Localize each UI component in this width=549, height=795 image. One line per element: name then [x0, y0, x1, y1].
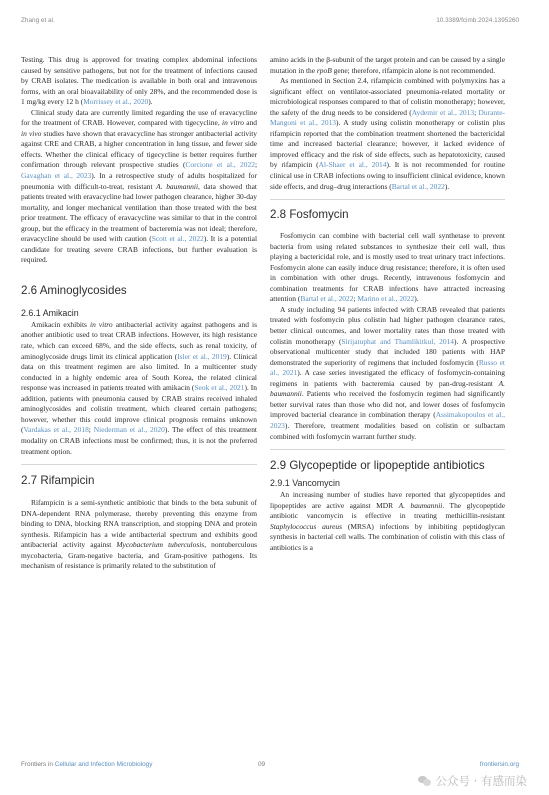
citation-link[interactable]: Bartal et al., 2022: [300, 294, 354, 304]
citation-link[interactable]: Marino et al., 2022: [357, 294, 415, 304]
citation-link[interactable]: Vardakas et al., 2018: [23, 425, 89, 435]
citation-link[interactable]: Bartal et al., 2022: [391, 181, 445, 191]
running-header-authors: Zhang et al.: [21, 17, 55, 24]
paragraph: An increasing number of studies have reported that glycopeptides and lipopeptides are active against MDR A. baumannii. The glycopeptide antibiotic vancomycin is effective in treating methicillin-resistant Staphylococcus aureus (MRSA) infections by inhibiting peptidoglycan synthesis in bacterial cell walls. The combination of colistin with this class of antibiotics is a: [270, 490, 505, 552]
wechat-icon: [418, 776, 432, 787]
section-heading: 2.6 Aminoglycosides: [21, 283, 127, 297]
paragraph: Clinical study data are currently limited regarding the use of eravacycline for the treatment of CRAB. However, compared with tigecycline, in vitro and in vivo studies have shown that eravacycline has stronger antibacterial activity against CRE and CRAB, a higher concentration in lung tissue, and fewer side effects. Whether the clinical efficacy of tigecycline is better requires further confirmation through relevant prospective studies (Corcione et al., 2022; Gavaghan et al., 2023). In a retrospective study of adults hospitalized for pneumonia with difficult-to-treat, resistant A. baumannii, data showed that patients treated with eravacycline had lower pathogen clearance, higher 30-day mortality, and longer mechanical ventilation than those treated with the best prior treatment. The efficacy of eravacycline was similar to that in the control group, but the efficacy in the treatment of bacteremia was not ideal; therefore, eravacycline should be used with caution (Scott et al., 2022). It is a potential candidate for treating severe CRAB infections, but further evaluation is required.: [21, 107, 258, 265]
subsection-heading: 2.9.1 Vancomycin: [270, 478, 340, 489]
running-header-doi[interactable]: 10.3389/fcimb.2024.1395260: [436, 17, 519, 24]
citation-link[interactable]: Corcione et al., 2022: [185, 160, 255, 170]
publisher-site-link[interactable]: frontiersin.org: [479, 761, 519, 768]
citation-link[interactable]: Morrissey et al., 2020: [83, 97, 149, 107]
citation-link[interactable]: Al-Shaer et al., 2014: [318, 160, 387, 170]
journal-link[interactable]: Cellular and Infection Microbiology: [54, 761, 153, 768]
paragraph: Fosfomycin can combine with bacterial cell wall synthetase to prevent bacteria from using related substances to synthesize their cell wall, thus playing a bactericidal role, and is mostly used to treat urinary tract infections. Fosfomycin alone can easily induce drug resistance; therefore, it is often used in combination with other drugs. Recently, intravenous fosfomycin and combination treatments for CRAB infections have attracted increasing attention (Bartal et al., 2022; Marino et al., 2022).: [270, 231, 505, 304]
watermark: [418, 773, 527, 789]
citation-link[interactable]: Sirijatuphat and Thamlikitkul, 2014: [341, 336, 455, 346]
paragraph: Rifampicin is a semi-synthetic antibiotic that binds to the beta subunit of DNA-dependent RNA polymerase, thereby preventing this enzyme from binding to DNA, blocking RNA transcription, and stopping DNA and protein synthesis. Rifampicin has a wide antibacterial spectrum and exhibits good antibacterial activity against Mycobacterium tuberculosis, nontuberculous mycobacteria, Gram-negative bacteria, and Gram-positive pathogens. Its mechanism of resistance is primarily related to the substitution of: [21, 498, 257, 571]
paragraph: Amikacin exhibits in vitro antibacterial activity against pathogens and is another antibiotic used to treat CRAB infections. However, its high resistance rate, which can exceed 68%, and the side effects, such as renal toxicity, of aminoglycoside drugs limit its clinical application (Isler et al., 2019). Clinical data on this treatment regimen are also limited. In a multicenter study conducted in a highly endemic area of South Korea, the related clinical response was increased in patients treated with amikacin (Seok et al., 2021). In addition, patients with pneumonia caused by CRAB strains received inhaled aminoglycosides and colistin treatment, which cleared certain pathogens; however, whether this could improve clinical prognosis remains unknown (Vardakas et al., 2018; Niederman et al., 2020). The effect of this treatment modality on CRAB infections must be confirmed; thus, it is not the preferred treatment option.: [21, 319, 258, 456]
section-heading: 2.8 Fosfomycin: [270, 208, 349, 222]
left-column: [21, 55, 257, 572]
paragraph: amino acids in the β-subunit of the target protein and can be caused by a single mutation in the rpoB gene; therefore, rifampicin alone is not recommended.: [270, 55, 505, 75]
citation-link[interactable]: Gavaghan et al., 2023: [21, 171, 92, 181]
citation-link[interactable]: Assimakopoulos et al., 2023: [270, 410, 506, 430]
citation-link[interactable]: Niederman et al., 2020: [93, 425, 165, 435]
paragraph: As mentioned in Section 2.4, rifampicin combined with polymyxins has a significant effect on ventilator-associated pneumonia-related mortality or microbiological responses compared to that of colistin monotherapy; however, the safety of the drug needs to be considered (Aydemir et al., 2013; Durante-Mangoni et al., 2013). A study using colistin monotherapy or colistin plus rifampicin reported that the combination treatment shortened the bactericidal time and increased bacterial clearance; however, it lacked evidence of improved efficacy and the risk of side effects, such as hepatotoxicity, caused by rifampicin (Al-Shaer et al., 2014). It is not recommended for routine clinical use in CRAB infections owing to insufficient clinical evidence, known side effects, and drug–drug interactions (Bartal et al., 2022).: [270, 76, 505, 191]
watermark-text: 公众号 · 有感而染: [435, 774, 527, 788]
paragraph: Testing. This drug is approved for treating complex abdominal infections caused by sensitive pathogens, but not for the treatment of infections caused by CRAB isolates. The medication is available in both oral and intravenous forms, with an oral bioavailability of only 28%, and the recommended dose is 1 mg/kg every 12 h (Morrissey et al., 2020).: [21, 55, 257, 107]
right-column: [270, 55, 505, 553]
citation-link[interactable]: Russo et al., 2021: [270, 357, 505, 378]
citation-link[interactable]: Scott et al., 2022: [151, 234, 204, 244]
citation-link[interactable]: Seok et al., 2021: [194, 383, 245, 393]
citation-link[interactable]: Isler et al., 2019: [177, 351, 227, 361]
paragraph: A study including 94 patients infected with CRAB revealed that patients treated with fosfomycin plus colistin had higher pathogen clearance rates, better clinical outcomes, and lower mortality rates than those treated with colistin monotherapy (Sirijatuphat and Thamlikitkul, 2014). A prospective observational multicenter study that included 180 patients with HAP demonstrated the superiority of regimens that included fosfomycin (Russo et al., 2021). A case series investigated the efficacy of fosfomycin-containing regimens in patients with bacteremia caused by pan-drug-resistant A. baumannii. Patients who received the fosfomycin regimen had significantly better survival rates than those who did not, and lower doses of fosfomycin improved bacterial clearance in combination therapy (Assimakopoulos et al., 2023). Therefore, treatment modalities based on colistin or sulbactam combined with fosfomycin warrant further study.: [270, 304, 506, 441]
subsection-heading: 2.6.1 Amikacin: [21, 307, 79, 318]
section-heading: 2.9 Glycopeptide or lipopeptide antibiotics: [270, 459, 485, 473]
page-number: 09: [258, 761, 266, 768]
section-heading: 2.7 Rifampicin: [21, 474, 95, 488]
footer-journal: Frontiers in Cellular and Infection Microbiology: [21, 761, 153, 768]
citation-link[interactable]: Durante-Mangoni et al., 2013: [270, 107, 505, 128]
citation-link[interactable]: Aydemir et al., 2013: [411, 107, 475, 117]
